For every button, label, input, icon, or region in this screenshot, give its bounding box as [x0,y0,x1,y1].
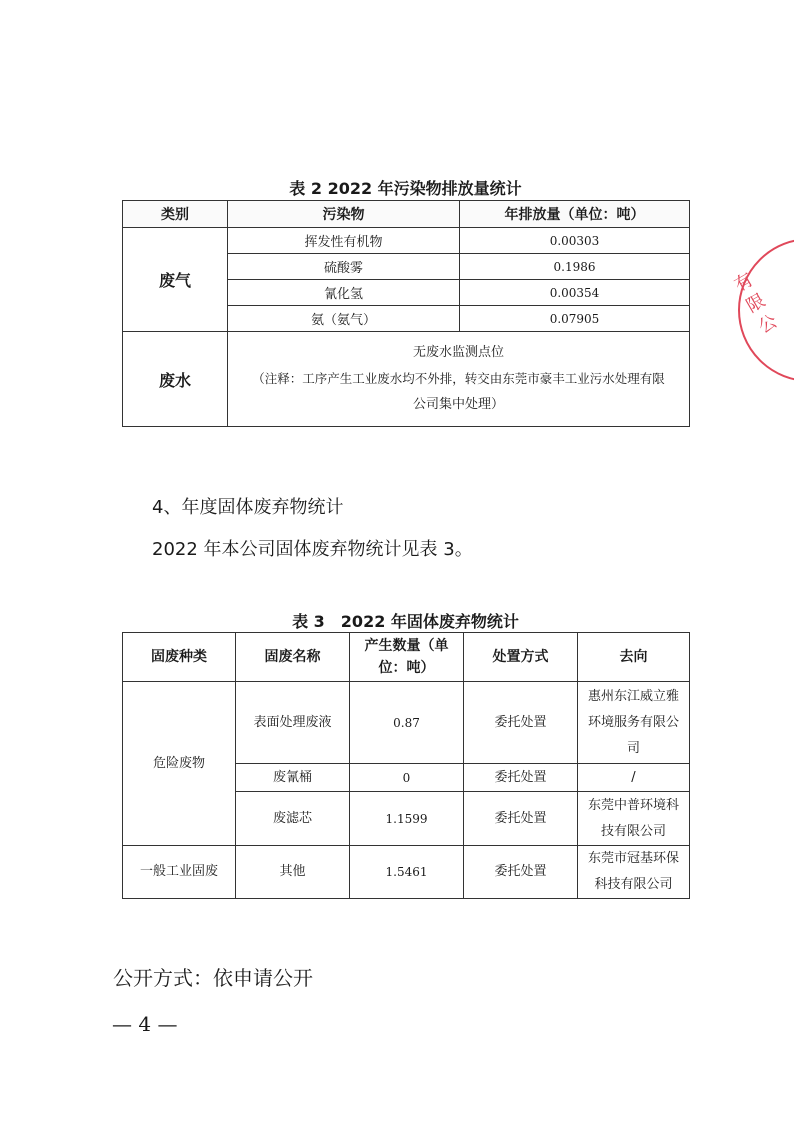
amount-cell: 0.00303 [460,228,690,254]
pollutant-cell: 硫酸雾 [228,254,460,280]
category-exhaust: 废气 [123,228,228,332]
pollutant-cell: 氰化氢 [228,280,460,306]
method-cell: 委托处置 [464,846,578,899]
col-header-disposal-method: 处置方式 [464,633,578,682]
table-header-row [123,633,690,682]
destination-cell: 东莞中普环境科技有限公司 [578,792,690,846]
table3-title: 表 3 2022 年固体废弃物统计 [292,612,519,631]
waste-name-cell: 废滤芯 [236,792,350,846]
pollutant-emission-table [122,200,690,427]
col-header-category: 类别 [123,201,228,228]
waste-type-general: 一般工业固废 [123,846,236,899]
table-row [123,228,690,254]
waste-type-hazardous: 危险废物 [123,682,236,846]
waste-name-cell: 表面处理废液 [236,682,350,764]
amount-cell: 0.1986 [460,254,690,280]
wastewater-line2: （注释：工序产生工业废水均不外排，转交由东莞市豪丰工业污水处理有限 [252,371,665,386]
amount-cell: 0.07905 [460,306,690,332]
section4-text: 2022 年本公司固体废弃物统计见表 3。 [152,539,473,560]
quantity-cell: 0.87 [350,682,464,764]
table-header-row [123,201,690,228]
method-cell: 委托处置 [464,792,578,846]
wastewater-line3: 公司集中处理） [412,397,504,412]
wastewater-note [228,332,690,427]
quantity-cell: 1.1599 [350,792,464,846]
col-header-annual-emission: 年排放量（单位：吨） [460,201,690,228]
destination-cell: 东莞市冠基环保科技有限公司 [578,846,690,899]
waste-name-cell: 废氰桶 [236,764,350,792]
col-header-destination: 去向 [578,633,690,682]
method-cell: 委托处置 [464,764,578,792]
amount-cell: 0.00354 [460,280,690,306]
section4-heading: 4、年度固体废弃物统计 [152,497,344,518]
quantity-cell: 0 [350,764,464,792]
destination-cell: / [578,764,690,792]
col-header-pollutant: 污染物 [228,201,460,228]
quantity-cell: 1.5461 [350,846,464,899]
wastewater-line1: 无废水监测点位 [412,345,504,360]
seal-text: 有限公 [728,269,783,343]
waste-name-cell: 其他 [236,846,350,899]
table-row [123,846,690,899]
method-cell: 委托处置 [464,682,578,764]
company-seal [728,238,794,382]
col-header-quantity: 产生数量（单位：吨） [350,633,464,682]
pollutant-cell: 挥发性有机物 [228,228,460,254]
category-wastewater: 废水 [123,332,228,427]
col-header-waste-type: 固废种类 [123,633,236,682]
pollutant-cell: 氨（氨气） [228,306,460,332]
destination-cell: 惠州东江威立雅环境服务有限公司 [578,682,690,764]
table-row [123,332,690,427]
page-number: — 4 — [112,1012,178,1036]
col-header-waste-name: 固废名称 [236,633,350,682]
table-row [123,682,690,764]
solid-waste-table [122,632,690,899]
table2-title: 表 2 2022 年污染物排放量统计 [289,179,522,198]
disclosure-method: 公开方式：依申请公开 [113,966,313,990]
